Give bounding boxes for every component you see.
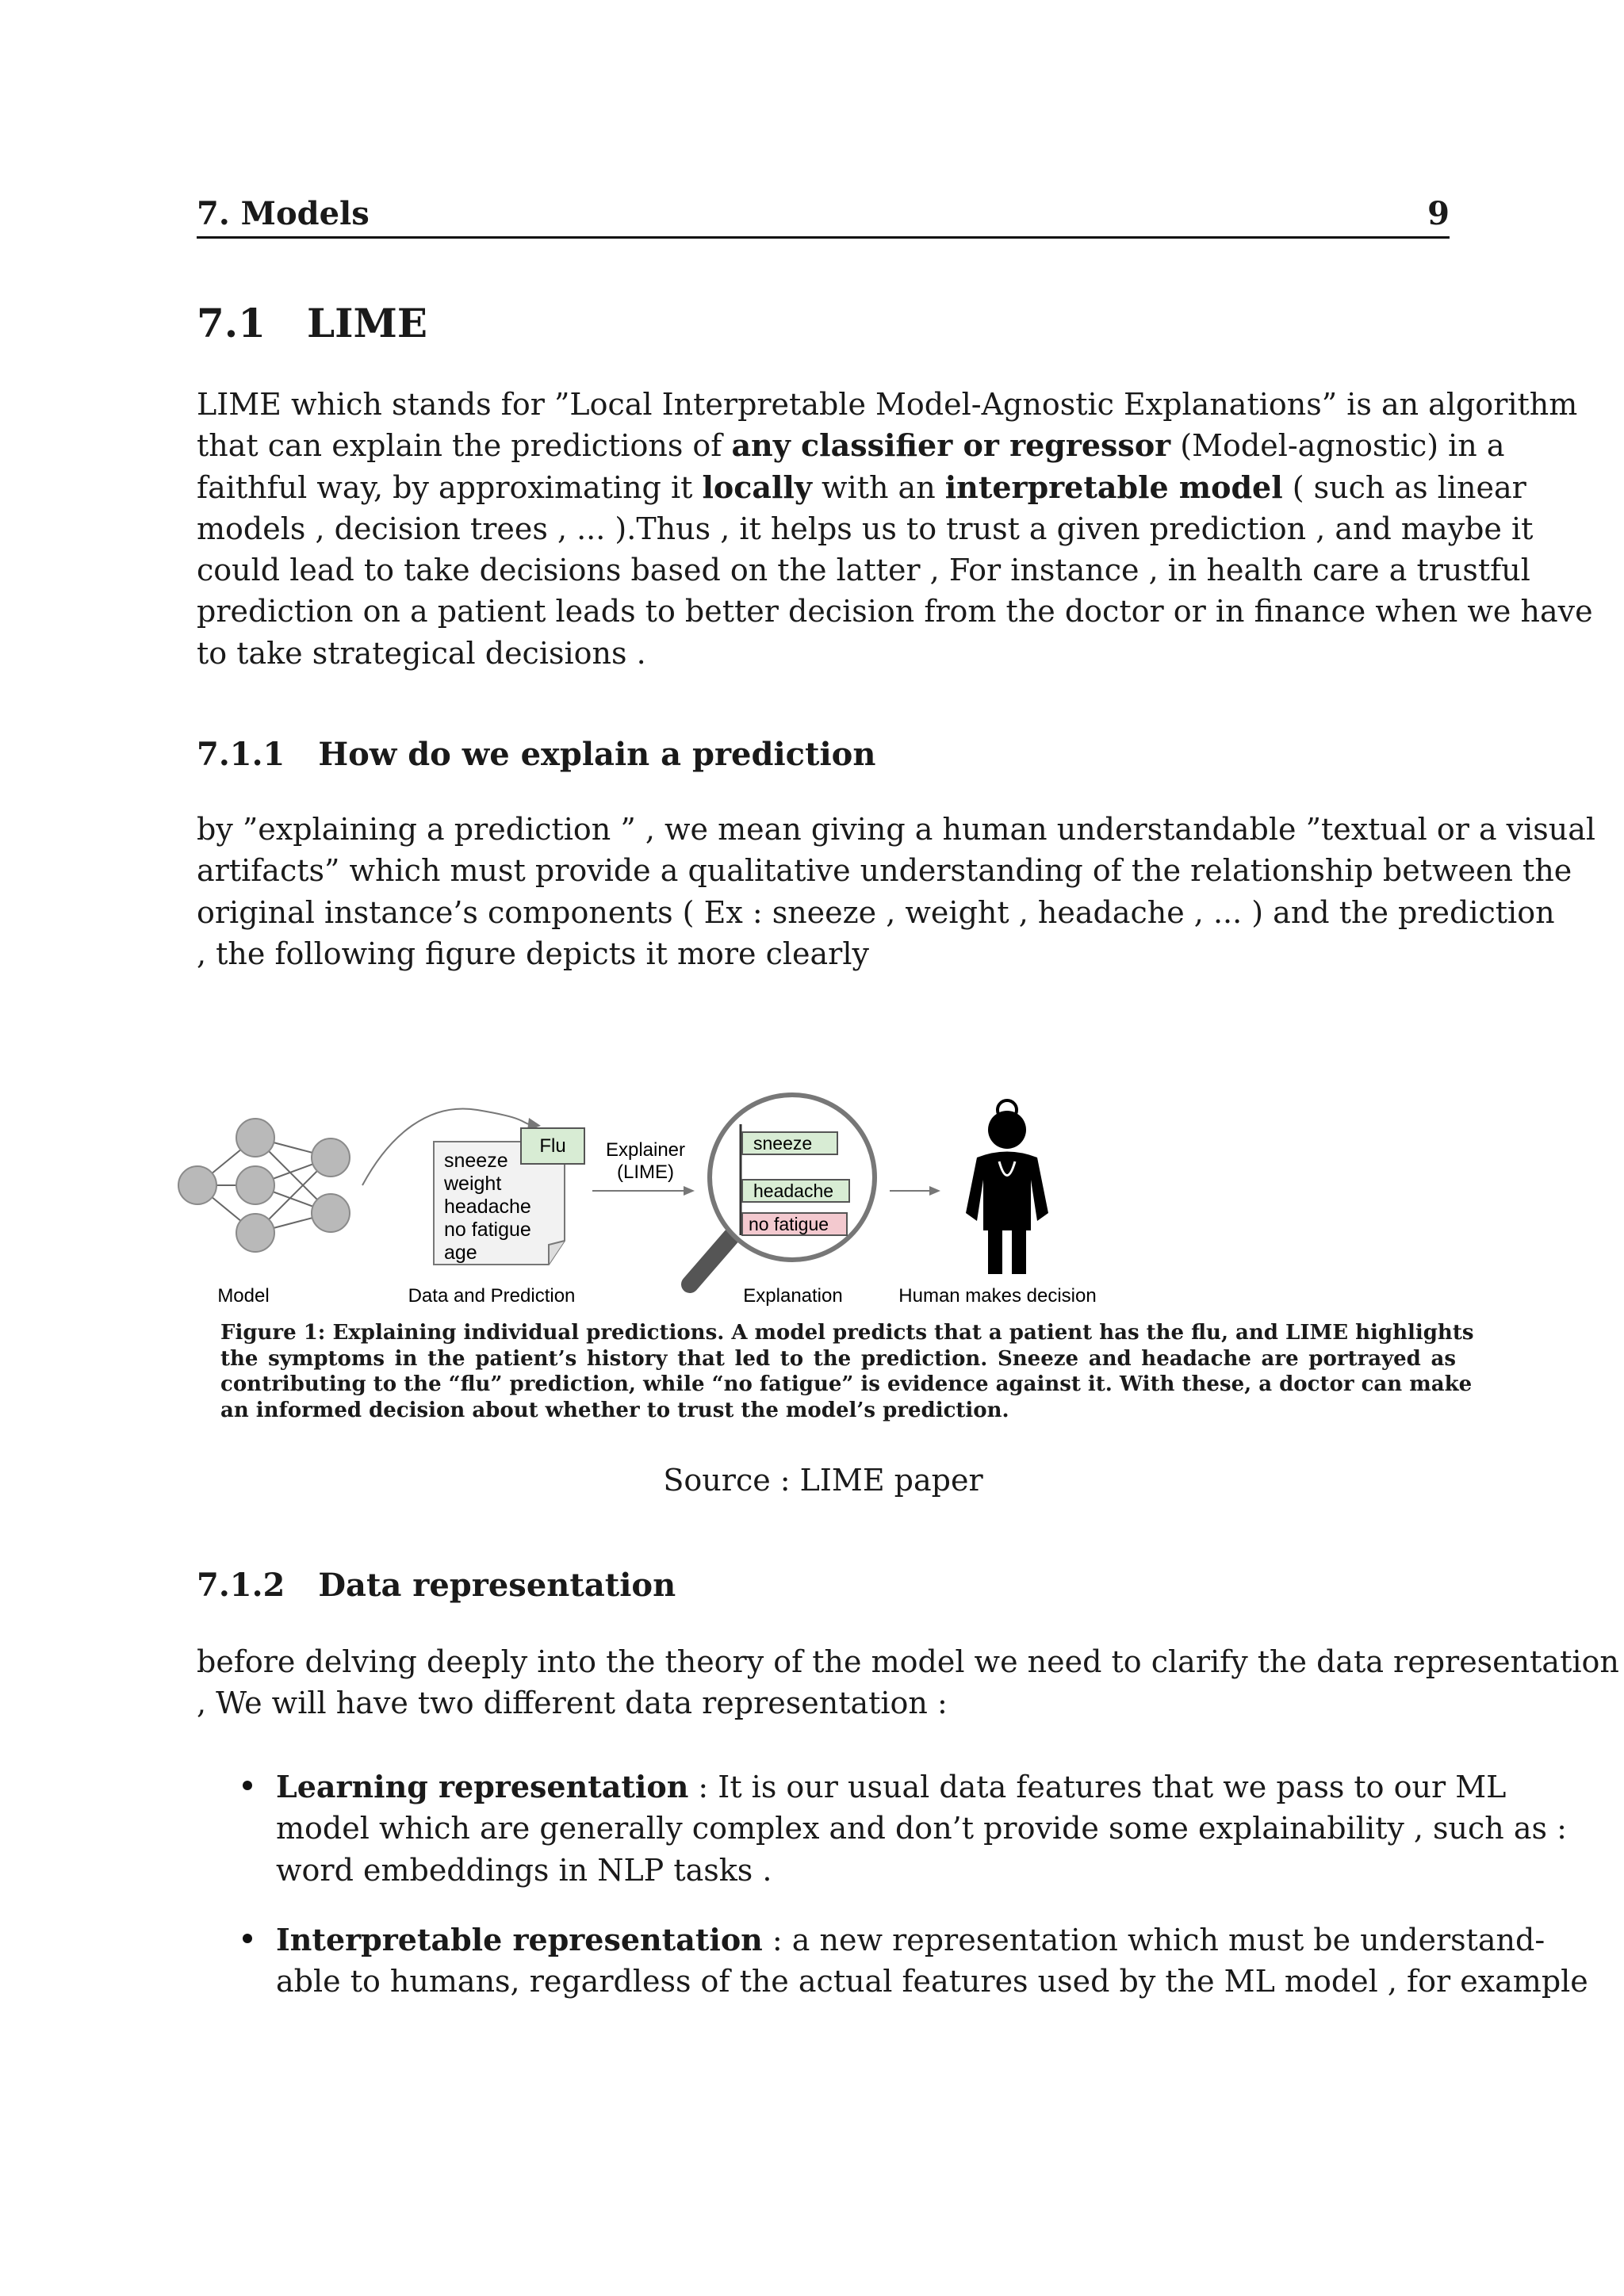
text-line: faithful way, by approximating it locally with an interpretable model ( such as linear bbox=[197, 469, 1526, 505]
subsection-title: Data representation bbox=[318, 1567, 676, 1604]
stage-label: Model bbox=[217, 1285, 270, 1307]
bullet-icon bbox=[243, 1934, 252, 1943]
neural-network-icon bbox=[178, 1119, 350, 1252]
data-representation-paragraph bbox=[197, 1641, 1619, 1724]
subsection-heading-2 bbox=[197, 1567, 676, 1604]
text-line: that can explain the predictions of any classifier or regressor (Model-agnostic) in a bbox=[197, 427, 1505, 464]
caption-line: Figure 1: Explaining individual predictions. A model predicts that a patient has the flu, and LIME highlights bbox=[220, 1321, 1474, 1345]
doc-feature: headache bbox=[444, 1196, 531, 1218]
emphasis: any classifier or regressor bbox=[731, 427, 1171, 464]
subsection-number: 7.1.2 bbox=[197, 1567, 285, 1604]
emphasis: interpretable model bbox=[944, 469, 1283, 505]
explainer-label: Explainer bbox=[605, 1139, 686, 1161]
text-line: prediction on a patient leads to better decision from the doctor or in finance when we have bbox=[197, 594, 1593, 629]
text-line: artifacts” which must provide a qualitative understanding of the relationship between the bbox=[197, 853, 1572, 889]
doc-feature: no fatigue bbox=[444, 1219, 531, 1241]
doc-feature: age bbox=[444, 1242, 477, 1264]
explainer-sublabel: (LIME) bbox=[617, 1161, 674, 1183]
chapter-title: 7. Models bbox=[197, 195, 370, 232]
explanation-paragraph bbox=[197, 809, 1596, 974]
magnifier-icon bbox=[690, 1095, 875, 1284]
text-line: original instance’s components ( Ex : sneeze , weight , headache , ... ) and the prediction bbox=[197, 894, 1555, 930]
text-line: could lead to take decisions based on the latter , For instance , in health care a trustful bbox=[197, 553, 1530, 588]
section-number: 7.1 bbox=[197, 300, 266, 346]
stage-label: Human makes decision bbox=[898, 1285, 1097, 1307]
intro-paragraph bbox=[197, 384, 1593, 674]
text-line: able to humans, regardless of the actual features used by the ML model , for example bbox=[276, 1964, 1588, 1999]
text-line: LIME which stands for ”Local Interpretable Model-Agnostic Explanations” is an algorithm bbox=[197, 387, 1578, 422]
stage-label: Explanation bbox=[743, 1285, 843, 1307]
patient-document bbox=[434, 1128, 584, 1265]
section-heading bbox=[197, 300, 427, 346]
figure-caption bbox=[220, 1320, 1474, 1423]
text-line: word embeddings in NLP tasks . bbox=[276, 1852, 772, 1888]
bullet-icon bbox=[243, 1781, 252, 1790]
subsection-heading-1 bbox=[197, 736, 875, 773]
doctor-icon bbox=[966, 1100, 1048, 1274]
text-line: model which are generally complex and don’t provide some explainability , such as : bbox=[276, 1811, 1567, 1846]
text-line: , the following figure depicts it more clearly bbox=[197, 936, 869, 971]
doc-feature: sneeze bbox=[444, 1150, 508, 1172]
page-number: 9 bbox=[1427, 195, 1450, 232]
section-title: LIME bbox=[307, 300, 428, 346]
prediction-label: Flu bbox=[539, 1135, 566, 1157]
explanation-feature: sneeze bbox=[753, 1133, 813, 1154]
subsection-title: How do we explain a prediction bbox=[318, 736, 876, 773]
lime-diagram bbox=[0, 1086, 1427, 1324]
subsection-number: 7.1.1 bbox=[197, 736, 285, 773]
text-line: before delving deeply into the theory of the model we need to clarify the data representation bbox=[197, 1644, 1619, 1679]
text-line: to take strategical decisions . bbox=[197, 635, 646, 671]
caption-line: the symptoms in the patient’s history that led to the prediction. Sneeze and headache are portrayed as bbox=[220, 1346, 1456, 1371]
emphasis: locally bbox=[702, 469, 812, 505]
running-header bbox=[197, 190, 1450, 239]
list-item-term: Learning representation bbox=[276, 1769, 689, 1804]
text-line: by ”explaining a prediction ” , we mean giving a human understandable ”textual or a visual bbox=[197, 812, 1596, 847]
text-line: , We will have two different data representation : bbox=[197, 1686, 948, 1721]
explanation-feature: headache bbox=[753, 1181, 834, 1201]
text-line: Interpretable representation : a new representation which must be understand- bbox=[276, 1922, 1545, 1957]
text-line: Learning representation : It is our usual data features that we pass to our ML bbox=[276, 1769, 1507, 1804]
stage-label: Data and Prediction bbox=[408, 1285, 576, 1307]
doc-feature: weight bbox=[444, 1173, 502, 1195]
text-line: models , decision trees , ... ).Thus , it helps us to trust a given prediction , and maybe it bbox=[197, 511, 1534, 546]
caption-line: an informed decision about whether to trust the model’s prediction. bbox=[220, 1398, 1009, 1422]
figure-source: Source : LIME paper bbox=[663, 1463, 983, 1498]
list-item-term: Interpretable representation bbox=[276, 1922, 763, 1957]
explanation-feature: no fatigue bbox=[749, 1214, 829, 1234]
caption-line: contributing to the “flu” prediction, while “no fatigue” is evidence against it. With these, a doctor can make bbox=[220, 1372, 1473, 1396]
